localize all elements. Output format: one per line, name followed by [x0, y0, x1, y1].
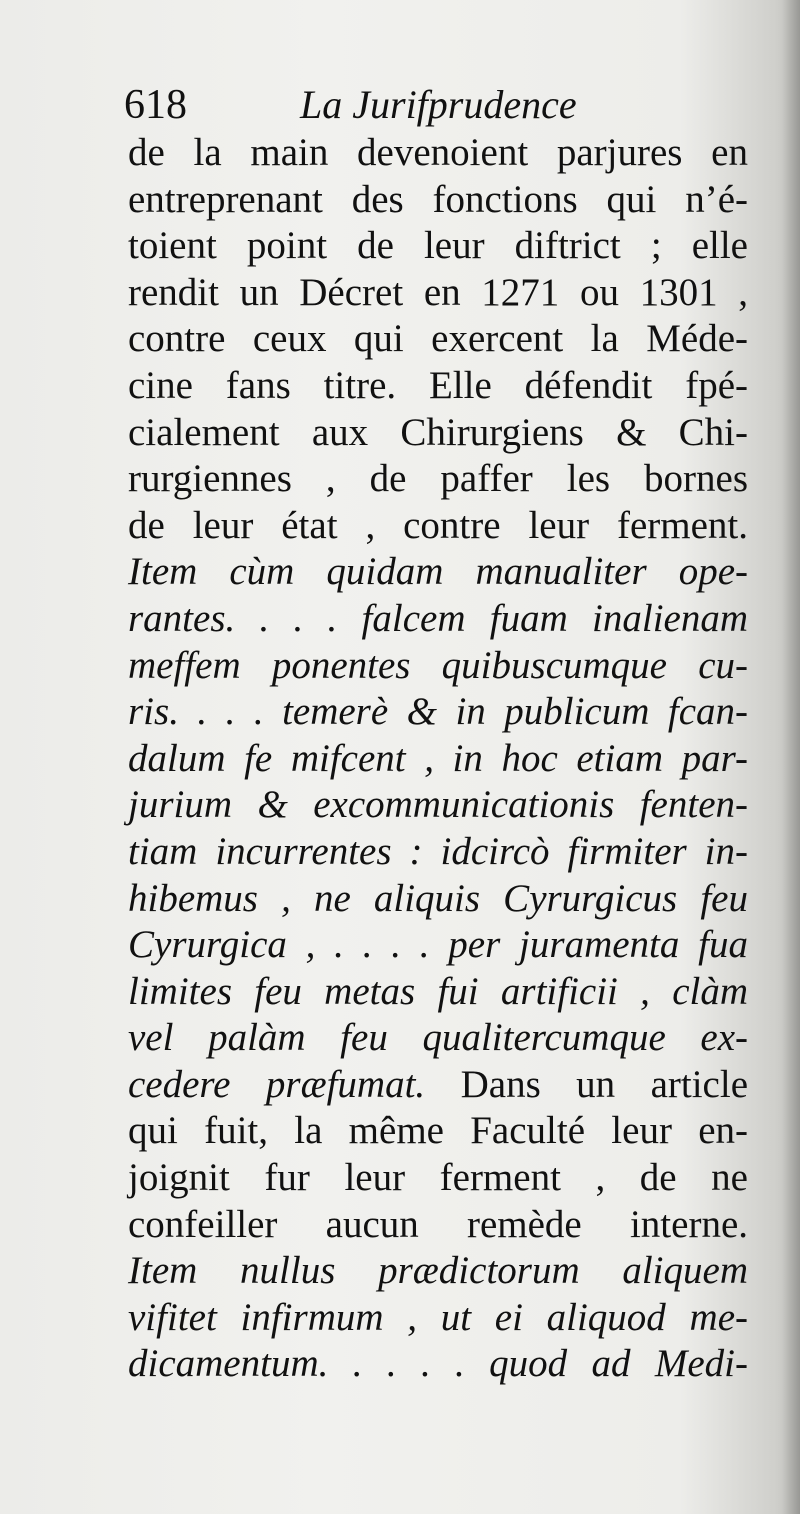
latin-quote-line: tiam incurrentes : idcircò firmiter in-	[128, 829, 748, 873]
body-text	[128, 130, 748, 1388]
latin-quote-line: limites feu metas fui artificii , clàm	[128, 969, 748, 1013]
latin-quote-end: cedere præfumat.	[128, 1062, 426, 1106]
latin-quote-line: dalum fe mifcent , in hoc etiam par-	[128, 736, 748, 780]
text-line: entreprenant des fonctions qui n’é-	[128, 177, 748, 221]
text-line: rurgiennes , de paffer les bornes	[128, 457, 748, 501]
latin-quote-line: hibemus , ne aliquis Cyrurgicus feu	[128, 876, 748, 920]
page-header	[124, 80, 684, 130]
latin-quote-line: rantes. . . . falcem fuam inalienam	[128, 596, 748, 640]
text-line: toient point de leur diftrict ; elle	[128, 224, 748, 268]
text-line: cialement aux Chirurgiens & Chi-	[128, 410, 748, 454]
page-number: 618	[124, 82, 187, 128]
latin-quote-line: Item nullus prædictorum aliquem	[128, 1249, 748, 1293]
text-segment: Dans un article	[425, 1062, 749, 1106]
latin-quote-line: ris. . . . temerè & in publicum fcan-	[128, 690, 748, 734]
latin-quote-line: jurium & excommunicationis fenten-	[128, 783, 748, 827]
text-line: confeiller aucun remède interne.	[128, 1202, 748, 1246]
mixed-text-line	[128, 1062, 748, 1109]
text-line: qui fuit, la même Faculté leur en-	[128, 1109, 748, 1153]
text-line: rendit un Décret en 1271 ou 1301 ,	[128, 270, 748, 314]
latin-quote-line: vel palàm feu qualitercumque ex-	[128, 1016, 748, 1060]
latin-quote-line: Item cùm quidam manualiter ope-	[128, 550, 748, 594]
latin-quote-line: meffem ponentes quibuscumque cu-	[128, 643, 748, 687]
text-line: de la main devenoient parjures en	[128, 131, 748, 174]
text-line: joignit fur leur ferment , de ne	[128, 1156, 748, 1200]
text-line: de leur état , contre leur ferment.	[128, 503, 748, 547]
latin-quote-line: dicamentum. . . . . quod ad Medi-	[128, 1342, 748, 1386]
text-line: contre ceux qui exercent la Méde-	[128, 317, 748, 361]
page-edge-shadow	[782, 0, 800, 1514]
text-line: cine fans titre. Elle défendit fpé-	[128, 363, 748, 407]
latin-quote-line: vifitet infirmum , ut ei aliquod me-	[128, 1295, 748, 1339]
latin-quote-line: Cyrurgica , . . . . per juramenta fua	[128, 923, 748, 967]
running-title: La Jurifprudence	[300, 82, 577, 127]
